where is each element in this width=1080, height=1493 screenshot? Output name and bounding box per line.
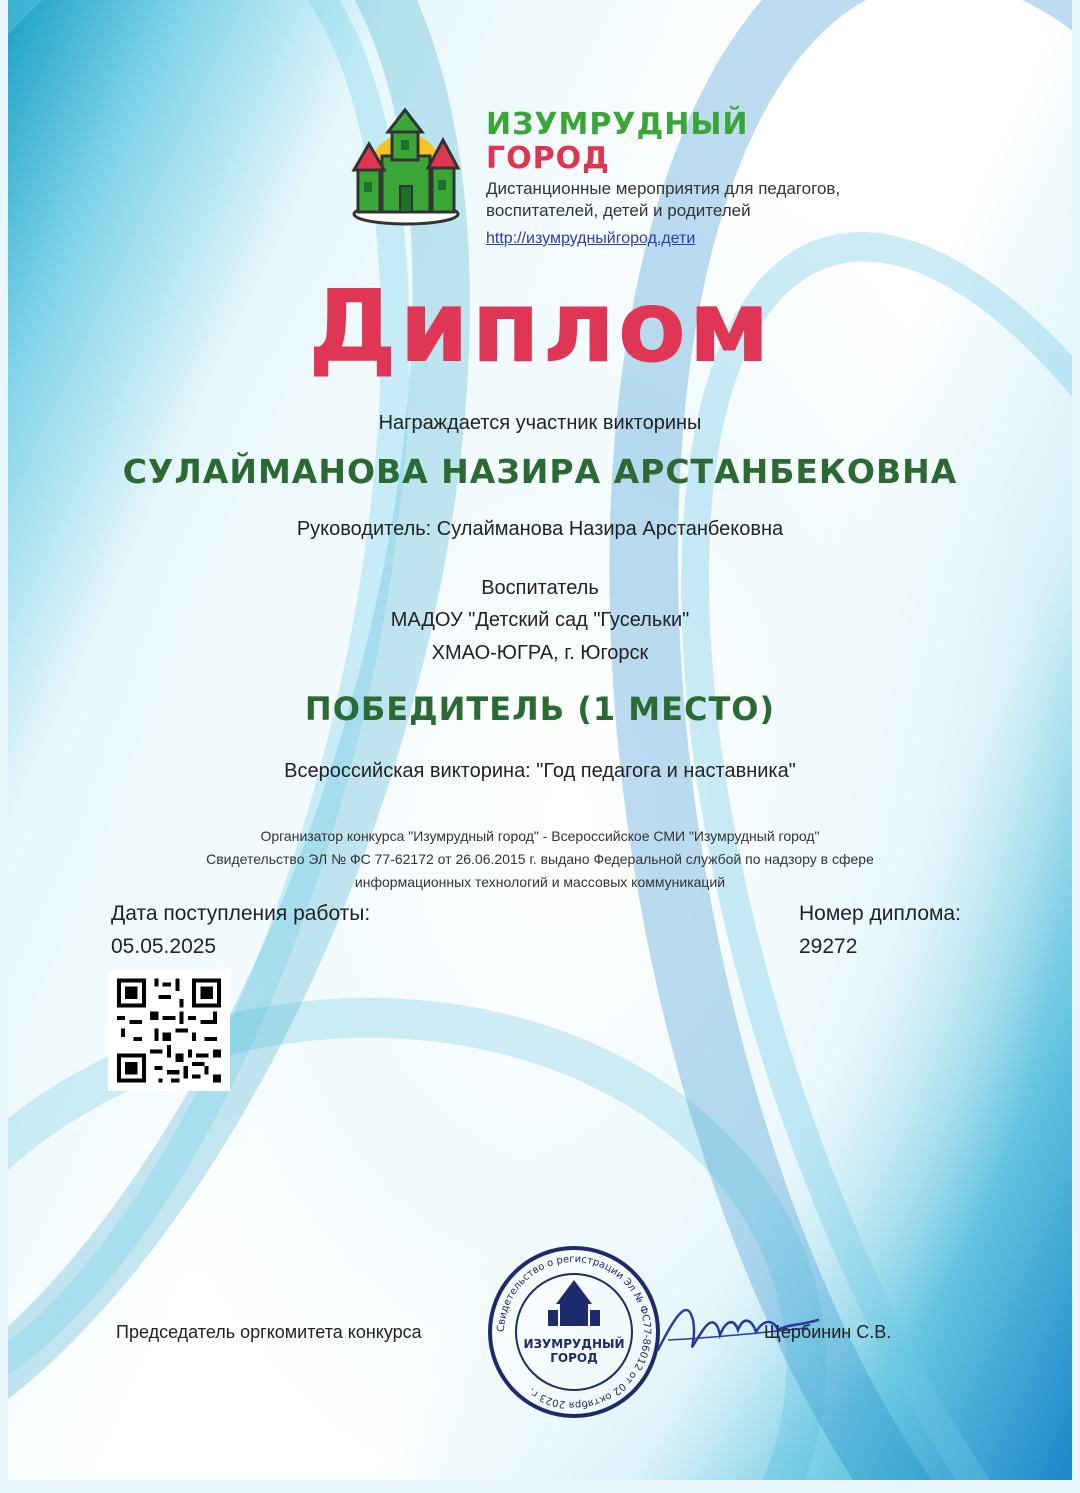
awarded-text: Награждается участник викторины (378, 412, 702, 434)
fine-print-line: информационных технологий и массовых коммуникаций (354, 874, 726, 890)
diploma-number-value: 29272 (799, 935, 858, 958)
diploma-page (8, 0, 1072, 1480)
award-place: ПОБЕДИТЕЛЬ (1 МЕСТО) (304, 690, 776, 728)
date-value: 05.05.2025 (111, 935, 217, 958)
logo-title-line1: ИЗУМРУДНЫЙ (486, 107, 749, 142)
site-link[interactable]: http://изумрудныйгород.дети (486, 230, 696, 247)
seal-outer-text: Свидетельство о регистрации Эл № ФС77-86012 от 02 октября 2023 г. (495, 1253, 653, 1411)
seal-center-line1: ИЗУМРУДНЫЙ (523, 1337, 625, 1351)
quiz-name: Всероссийская викторина: "Год педагога и наставника" (284, 760, 796, 782)
qr-code[interactable] (108, 970, 230, 1091)
fine-print-line: Свидетельство ЭЛ № ФС 77-62172 от 26.06.2015 г. выдано Федеральной службой по надзору в сфере (206, 851, 874, 867)
participant-role: Воспитатель (481, 577, 599, 599)
diploma-title: Диплом (308, 268, 772, 385)
diploma-number-label: Номер диплома: (799, 902, 961, 925)
seal-stamp (486, 1244, 662, 1420)
fine-print-line: Организатор конкурса "Изумрудный город" - Всероссийское СМИ "Изумрудный город" (260, 828, 820, 844)
logo-tagline: Дистанционные мероприятия для педагогов, воспитателей, детей и родителей (486, 179, 841, 220)
logo-title-line2: ГОРОД (486, 141, 610, 176)
seal-center-line2: ГОРОД (550, 1351, 598, 1365)
date-label: Дата поступления работы: (111, 902, 371, 925)
logo-title (486, 108, 749, 176)
participant-location: ХМАО-ЮГРА, г. Югорск (431, 642, 649, 664)
chair-label: Председатель оргкомитета конкурса (116, 1322, 422, 1342)
castle-icon (344, 104, 468, 228)
qr-code-icon (108, 970, 230, 1091)
participant-organization: МАДОУ "Детский сад "Гусельки" (390, 609, 690, 631)
signer-name: Щербинин С.В. (764, 1322, 892, 1342)
winner-name: СУЛАЙМАНОВА НАЗИРА АРСТАНБЕКОВНА (122, 452, 958, 491)
supervisor: Руководитель: Сулайманова Назира Арстанбековна (296, 518, 784, 540)
